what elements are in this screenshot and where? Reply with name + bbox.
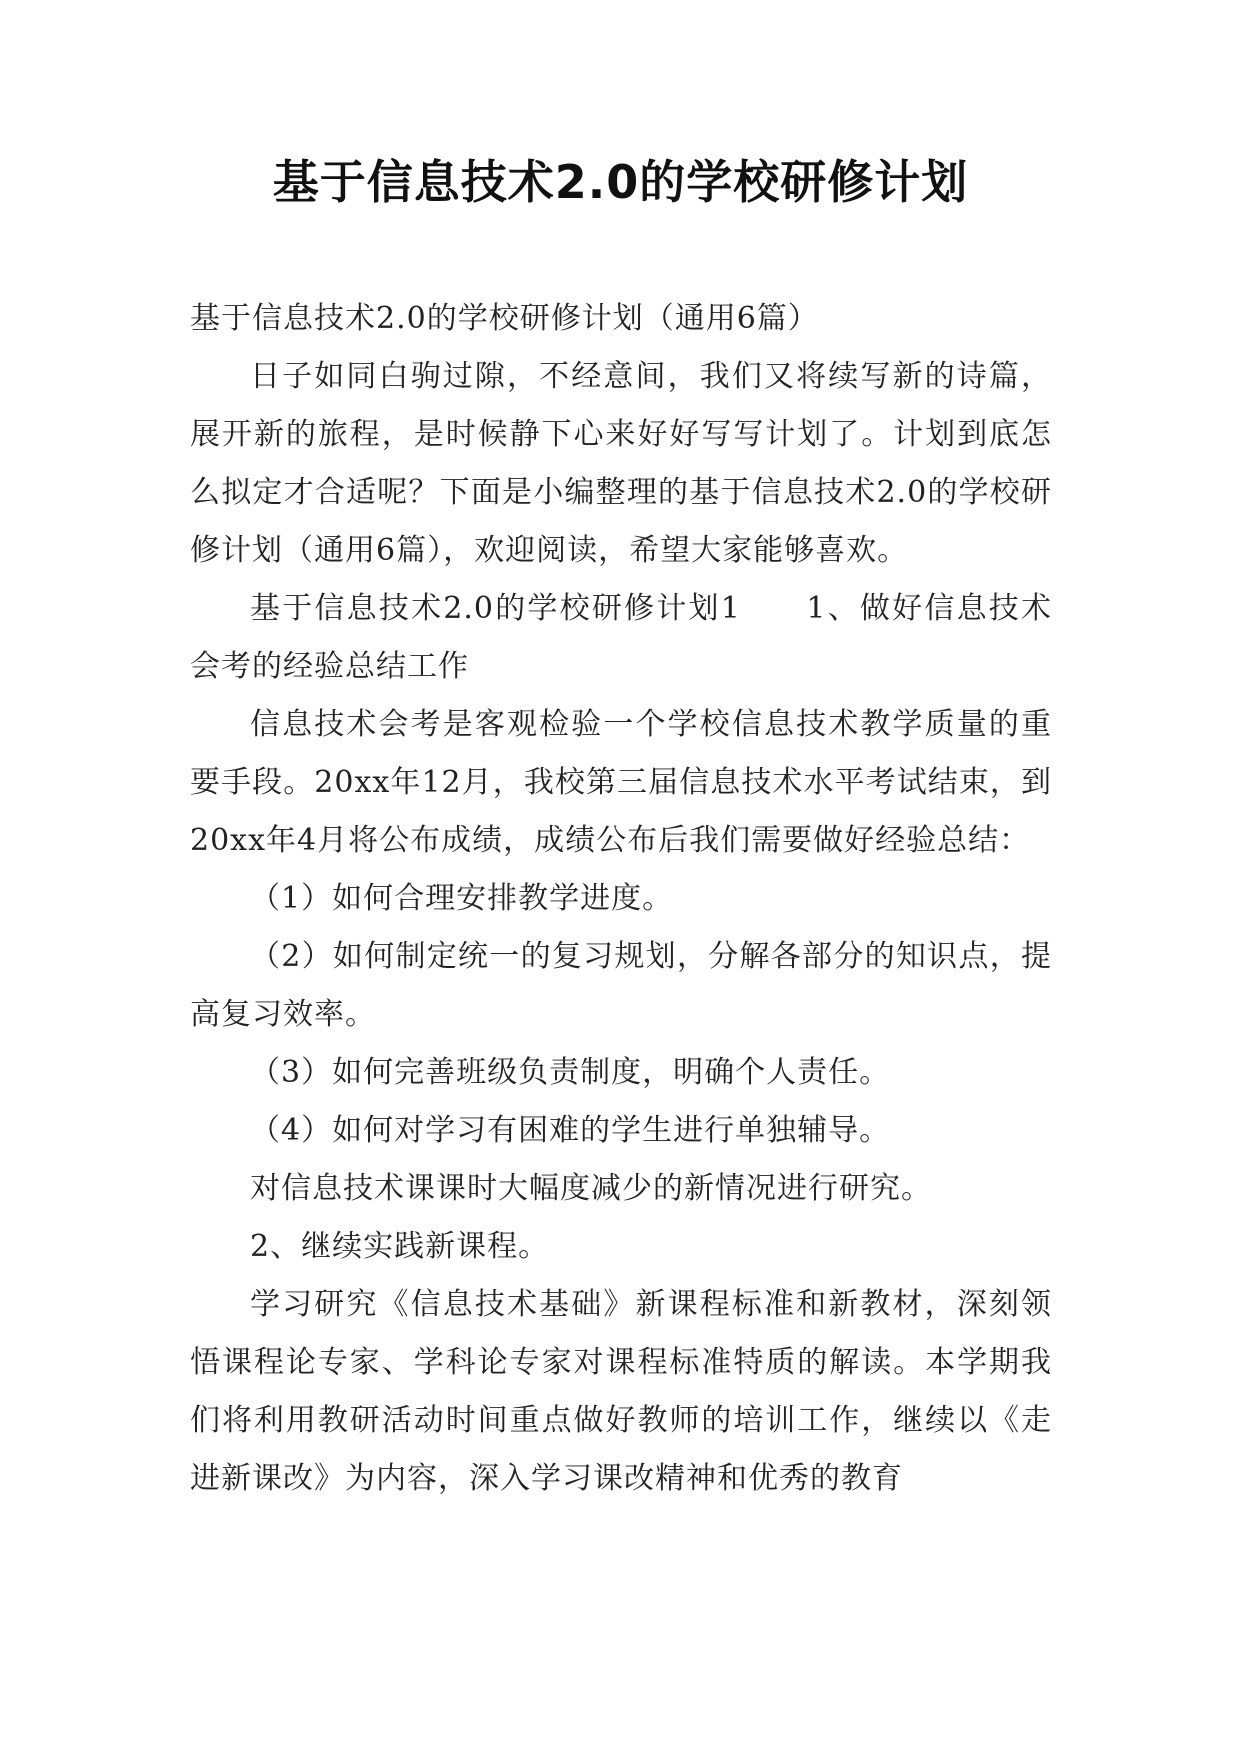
list-item-3: （3）如何完善班级负责制度，明确个人责任。 (250, 1055, 891, 1090)
list-item-2: （2）如何制定统一的复习规划，分解各部分的知识点，提高复习效率。 (190, 939, 1052, 1032)
plan-1-heading: 基于信息技术2.0的学校研修计划1 1、做好信息技术会考的经验总结工作 (190, 591, 1052, 684)
document-title: 基于信息技术2.0的学校研修计划 (272, 155, 969, 209)
body-paragraph: 信息技术会考是客观检验一个学校信息技术教学质量的重要手段。20xx年12月，我校第三届信息技术水平考试结束，到20xx年4月将公布成绩，成绩公布后我们需要做好经验总结： (190, 707, 1052, 858)
intro-paragraph: 日子如同白驹过隙，不经意间，我们又将续写新的诗篇，展开新的旅程，是时候静下心来好好写写计划了。计划到底怎么拟定才合适呢？下面是小编整理的基于信息技术2.0的学校研修计划（通用6篇），欢迎阅读，希望大家能够喜欢。 (190, 359, 1052, 568)
body-paragraph: 对信息技术课课时大幅度减少的新情况进行研究。 (250, 1171, 932, 1206)
document-body (190, 290, 1052, 1508)
document-subtitle: 基于信息技术2.0的学校研修计划（通用6篇） (190, 301, 819, 336)
section-heading-2: 2、继续实践新课程。 (250, 1229, 550, 1264)
body-paragraph: 学习研究《信息技术基础》新课程标准和新教材，深刻领悟课程论专家、学科论专家对课程标准特质的解读。本学期我们将利用教研活动时间重点做好教师的培训工作，继续以《走进新课改》为内容，深入学习课改精神和优秀的教育 (190, 1287, 1052, 1496)
list-item-4: （4）如何对学习有困难的学生进行单独辅导。 (250, 1113, 891, 1148)
list-item-1: （1）如何合理安排教学进度。 (250, 881, 674, 916)
